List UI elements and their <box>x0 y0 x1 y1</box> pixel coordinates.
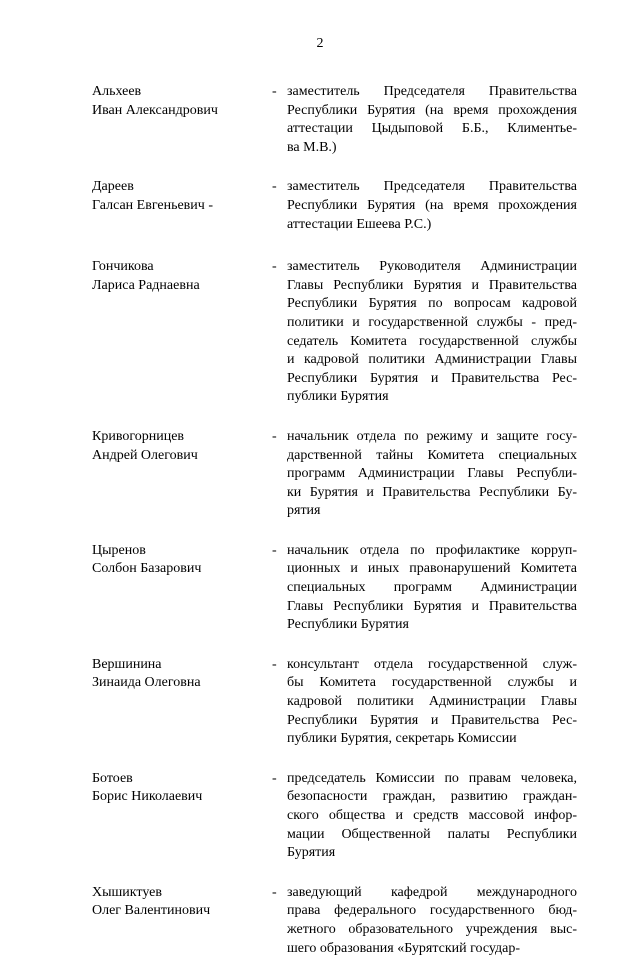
position-line: мации Общественной палаты Республики <box>287 826 577 842</box>
member-name <box>92 770 272 807</box>
position-line: заведующий кафедрой международного <box>287 884 577 900</box>
position-line: права федерального государственного бюд- <box>287 903 577 919</box>
member-given-names: Лариса Раднаевна <box>92 277 200 293</box>
member-name <box>92 258 272 295</box>
position-line: публики Бурятия, секретарь Комиссии <box>287 731 517 747</box>
position-line: безопасности граждан, развитию граждан- <box>287 789 577 805</box>
position-line: кадровой политики Администрации Главы <box>287 694 577 710</box>
position-line: жетного образовательного учреждения выс- <box>287 921 577 937</box>
position-line: программ Администрации Главы Республи- <box>287 466 577 482</box>
position-line: Республики Бурятия и Правительства Рес- <box>287 712 577 728</box>
position-line: публики Бурятия <box>287 389 389 405</box>
member-name <box>92 83 272 120</box>
position-line: ва М.В.) <box>287 139 337 155</box>
position-line: шего образования «Бурятский государ- <box>287 940 521 956</box>
position-line: начальник отдела по режиму и защите госу- <box>287 428 577 444</box>
member-surname: Ботоев <box>92 770 133 786</box>
position-line: Бурятия <box>287 845 336 861</box>
member-name <box>92 884 272 921</box>
position-line: бы Комитета государственной службы и <box>287 675 577 691</box>
separator-dash: - <box>272 179 277 195</box>
member-entry <box>92 178 578 234</box>
member-position <box>287 83 577 157</box>
member-given-names: Олег Валентинович <box>92 903 211 919</box>
member-entry <box>92 542 578 635</box>
member-given-names: Иван Александрович <box>92 102 218 118</box>
member-given-names: Андрей Олегович <box>92 447 198 463</box>
member-position <box>287 258 577 407</box>
member-name <box>92 542 272 579</box>
member-surname: Гончикова <box>92 259 154 275</box>
position-line: председатель Комиссии по правам человека, <box>287 770 577 786</box>
position-line: заместитель Председателя Правительства <box>287 84 577 99</box>
position-line: политики и государственной службы - пред- <box>287 314 577 330</box>
separator-dash: - <box>272 884 277 900</box>
separator-dash: - <box>272 770 277 786</box>
page-number: 2 <box>316 36 324 51</box>
position-line: заместитель Руководителя Администрации <box>287 259 577 275</box>
position-line: ки Бурятия и Правительства Республики Бу- <box>287 484 577 500</box>
separator-dash: - <box>272 656 277 672</box>
position-line: заместитель Председателя Правительства <box>287 179 577 195</box>
position-line: рятия <box>287 503 321 519</box>
position-line: Республики Бурятия (на время прохождения <box>287 197 577 213</box>
separator-dash: - <box>272 542 277 558</box>
member-position <box>287 656 577 749</box>
position-line: специальных программ Администрации <box>287 580 577 596</box>
position-line: Республики Бурятия (на время прохождения <box>287 102 577 118</box>
member-given-names: Солбон Базарович <box>92 561 202 577</box>
separator-dash: - <box>272 428 277 444</box>
position-line: ционных и иных правонарушений Комитета <box>287 561 577 577</box>
member-surname: Альхеев <box>92 84 142 99</box>
separator-dash: - <box>272 259 277 275</box>
position-line: начальник отдела по профилактике корруп- <box>287 542 577 558</box>
position-line: консультант отдела государственной служ- <box>287 656 577 672</box>
member-given-names: Борис Николаевич <box>92 789 203 805</box>
member-name <box>92 656 272 693</box>
position-line: и кадровой политики Администрации Главы <box>287 352 577 368</box>
position-line: седатель Комитета государственной службы <box>287 333 577 349</box>
member-given-names: Зинаида Олеговна <box>92 675 201 691</box>
member-list <box>92 83 578 979</box>
member-surname: Вершинина <box>92 656 162 672</box>
position-line: Республики Бурятия по вопросам кадровой <box>287 296 577 312</box>
member-position <box>287 884 577 958</box>
member-entry <box>92 428 578 521</box>
member-name <box>92 428 272 465</box>
position-line: ского общества и средств массовой инфор- <box>287 808 577 823</box>
member-given-names: Галсан Евгеньевич - <box>92 197 213 213</box>
member-surname: Кривогорницев <box>92 428 185 444</box>
member-entry <box>92 656 578 749</box>
position-line: Главы Республики Бурятия и Правительства <box>287 277 577 293</box>
member-surname: Хышиктуев <box>92 884 162 900</box>
position-line: дарственной тайны Комитета специальных <box>287 447 577 463</box>
member-entry <box>92 770 578 863</box>
position-line: Главы Республики Бурятия и Правительства <box>287 598 577 614</box>
position-line: аттестации Ешеева Р.С.) <box>287 216 432 232</box>
member-surname: Цыренов <box>92 542 146 558</box>
separator-dash: - <box>272 84 277 99</box>
member-entry <box>92 884 578 958</box>
member-surname: Дареев <box>92 179 134 195</box>
member-position <box>287 542 577 635</box>
member-position <box>287 428 577 521</box>
member-position <box>287 178 577 234</box>
member-entry <box>92 258 578 407</box>
member-name <box>92 178 272 215</box>
position-line: Республики Бурятия <box>287 617 409 633</box>
member-position <box>287 770 577 863</box>
position-line: Республики Бурятия и Правительства Рес- <box>287 370 577 386</box>
position-line: аттестации Цыдыповой Б.Б., Климентье- <box>287 121 577 137</box>
member-entry <box>92 83 578 157</box>
